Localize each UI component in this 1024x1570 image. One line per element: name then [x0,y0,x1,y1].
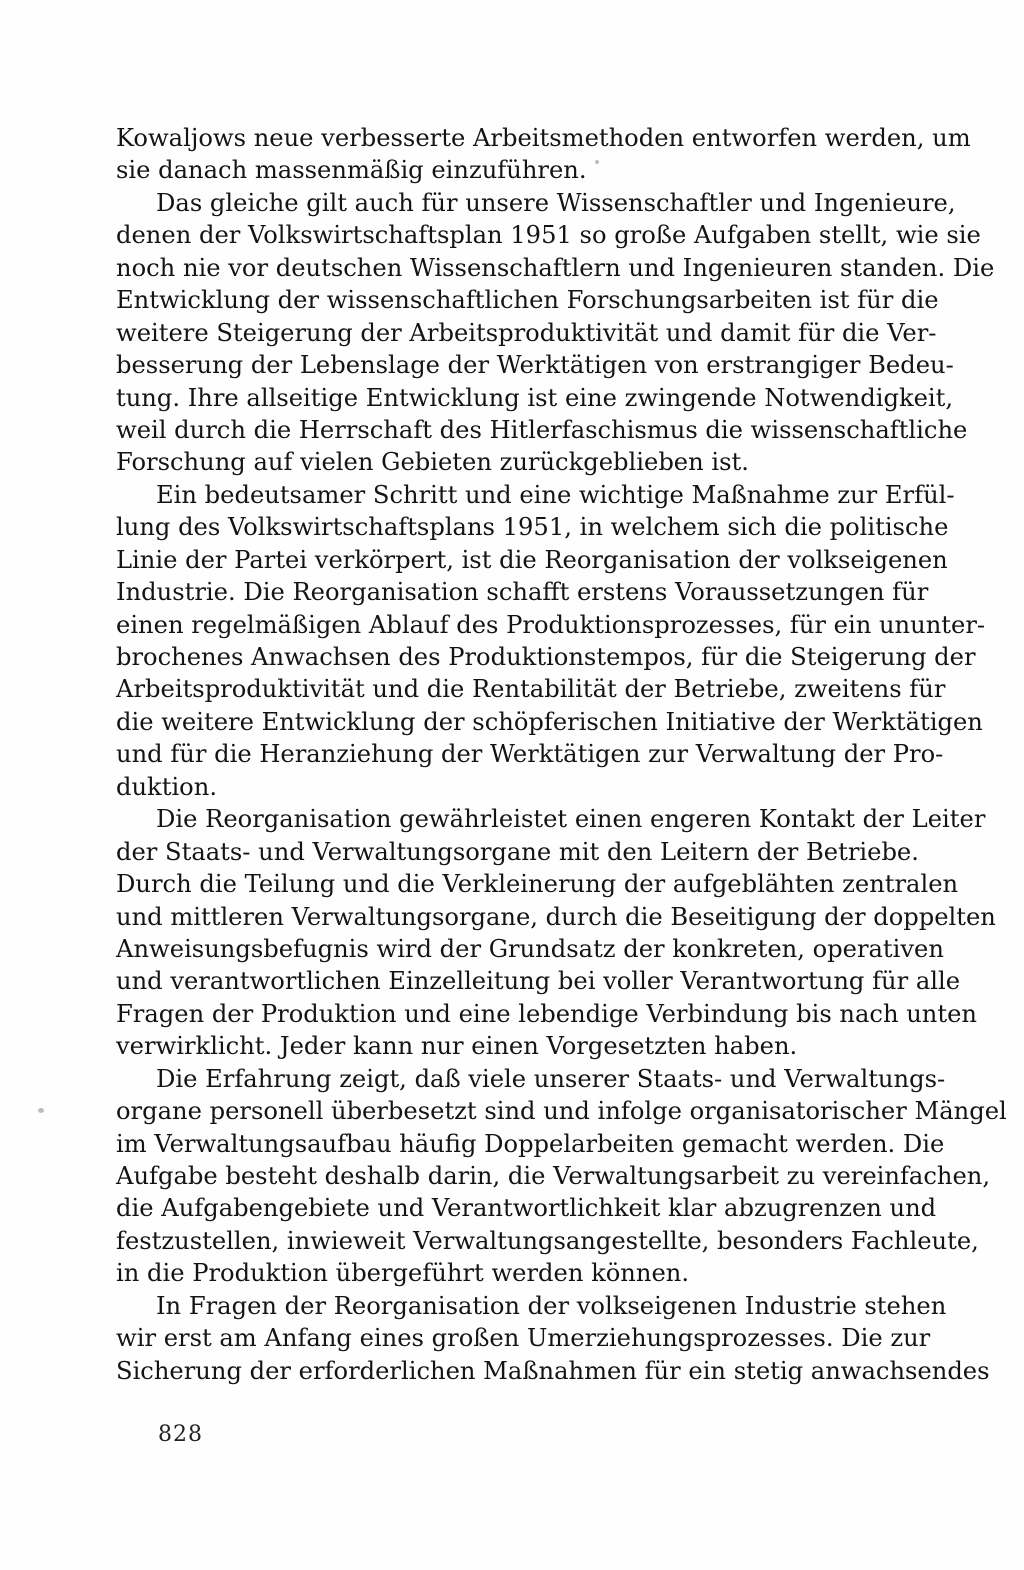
text-line: weil durch die Herrschaft des Hitlerfaschismus die wissenschaftliche [116,415,968,444]
paragraph [116,803,996,1063]
text-line: und mittleren Verwaltungsorgane, durch die Beseitigung der doppelten [116,902,996,931]
paragraph [116,1063,1007,1290]
paragraph [116,1290,990,1387]
text-line: Das gleiche gilt auch für unsere Wissenschaftler und Ingenieure, [156,188,956,217]
text-line: Entwicklung der wissenschaftlichen Forschungsarbeiten ist für die [116,286,939,315]
scan-speck [595,160,599,164]
text-line: die weitere Entwicklung der schöpferischen Initiative der Werktätigen [116,707,983,736]
paragraph [116,187,995,479]
text-line: der Staats- und Verwaltungsorgane mit den Leitern der Betriebe. [116,837,919,866]
text-line: und verantwortlichen Einzelleitung bei voller Verantwortung für alle [116,967,961,996]
text-line: Die Reorganisation gewährleistet einen engeren Kontakt der Leiter [156,805,986,834]
text-line: Arbeitsproduktivität und die Rentabilität der Betriebe, zweitens für [116,675,946,704]
text-line: brochenes Anwachsen des Produktionstempos, für die Steigerung der [116,643,976,671]
text-line: denen der Volkswirtschaftsplan 1951 so große Aufgaben stellt, wie sie [116,221,981,250]
text-line: Linie der Partei verkörpert, ist die Reorganisation der volkseigenen [116,545,948,574]
text-line: noch nie vor deutschen Wissenschaftlern und Ingenieuren standen. Die [116,253,995,282]
text-line: einen regelmäßigen Ablauf des Produktionsprozesses, für ein ununter- [116,610,986,639]
page-number: 828 [158,1422,203,1447]
paragraph [116,479,986,803]
text-line: lung des Volkswirtschaftsplans 1951, in welchem sich die politische [116,513,949,542]
text-line: Durch die Teilung und die Verkleinerung der aufgeblähten zentralen [116,870,959,899]
text-line: die Aufgabengebiete und Verantwortlichkeit klar abzugrenzen und [116,1194,937,1223]
text-line: festzustellen, inwieweit Verwaltungsangestellte, besonders Fachleute, [116,1226,979,1255]
text-line: In Fragen der Reorganisation der volkseigenen Industrie stehen [156,1291,947,1320]
text-line: Aufgabe besteht deshalb darin, die Verwaltungsarbeit zu vereinfachen, [116,1162,991,1190]
text-line: sie danach massenmäßig einzuführen. [116,156,587,185]
text-line: Anweisungsbefugnis wird der Grundsatz der konkreten, operativen [116,934,944,963]
body-text [116,122,1007,1387]
text-line: Sicherung der erforderlichen Maßnahmen für ein stetig anwachsendes [116,1356,990,1385]
text-line: Industrie. Die Reorganisation schafft erstens Voraussetzungen für [116,578,929,607]
text-line: wir erst am Anfang eines großen Umerziehungsprozesses. Die zur [116,1324,931,1353]
text-line: in die Produktion übergeführt werden können. [116,1259,690,1288]
text-line: weitere Steigerung der Arbeitsproduktivität und damit für die Ver- [116,318,937,347]
text-line: tung. Ihre allseitige Entwicklung ist eine zwingende Notwendigkeit, [116,383,954,412]
text-line: duktion. [116,772,218,801]
text-line: Kowaljows neue verbesserte Arbeitsmethoden entworfen werden, um [116,124,971,152]
text-line: verwirklicht. Jeder kann nur einen Vorgesetzten haben. [116,1032,798,1061]
scan-speck [38,1108,44,1113]
text-line: organe personell überbesetzt sind und infolge organisatorischer Mängel [116,1097,1007,1126]
text-line: Forschung auf vielen Gebieten zurückgeblieben ist. [116,448,749,477]
text-line: Ein bedeutsamer Schritt und eine wichtige Maßnahme zur Erfül- [156,480,955,509]
paragraph [116,122,971,187]
text-line: besserung der Lebenslage der Werktätigen von erstrangiger Bedeu- [116,351,954,380]
text-line: Die Erfahrung zeigt, daß viele unserer Staats- und Verwaltungs- [156,1064,946,1093]
text-line: Fragen der Produktion und eine lebendige Verbindung bis nach unten [116,999,977,1028]
text-line: und für die Heranziehung der Werktätigen zur Verwaltung der Pro- [116,740,944,769]
text-line: im Verwaltungsaufbau häufig Doppelarbeiten gemacht werden. Die [116,1129,945,1158]
